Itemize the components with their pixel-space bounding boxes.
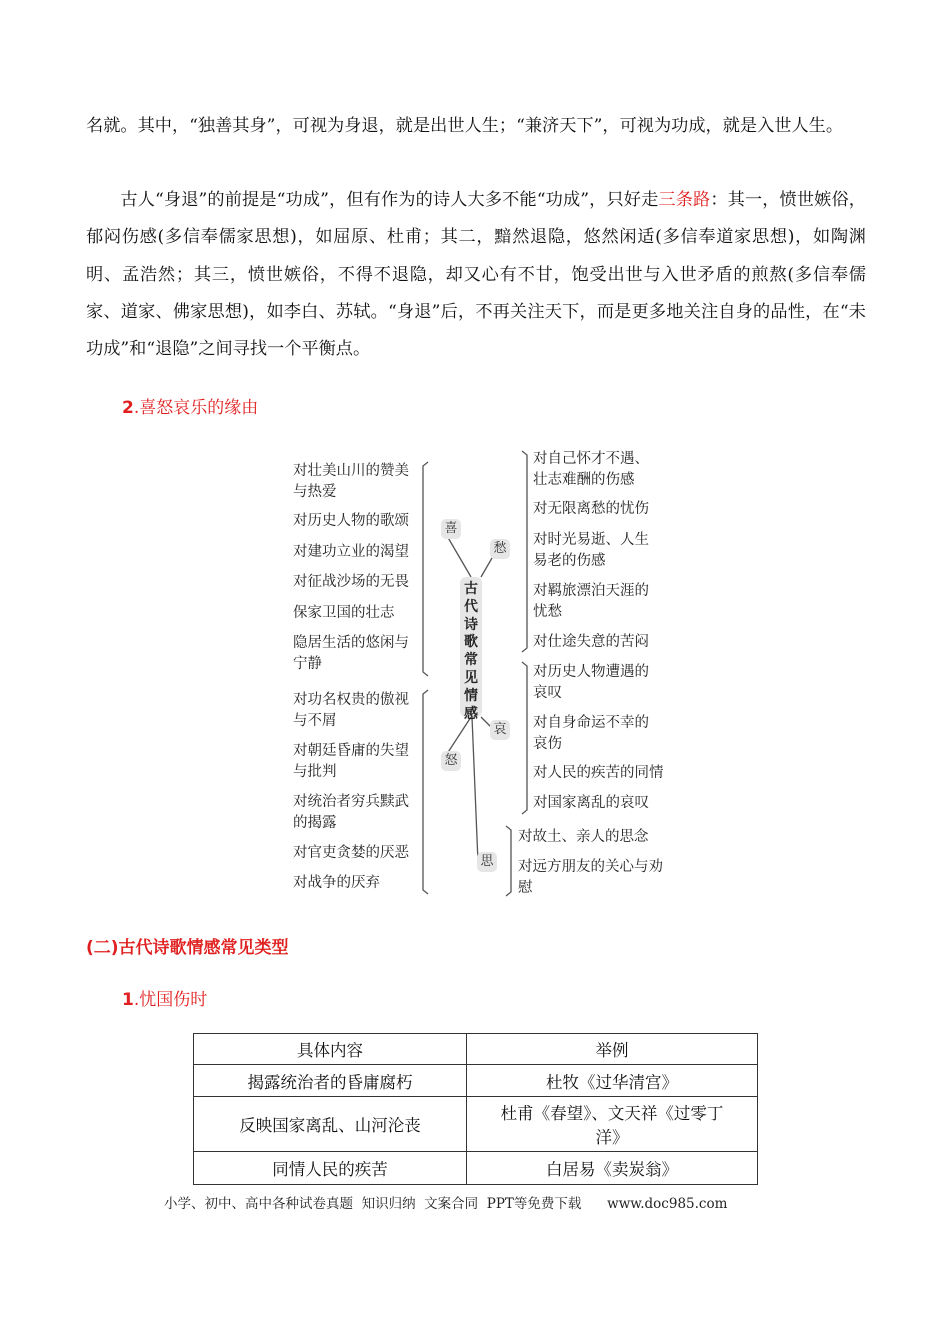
paragraph-1-text: 名就。其中，“独善其身”，可视为身退，就是出世人生；“兼济天下”，可视为功成，就是入世人生。 bbox=[86, 116, 844, 136]
table-row bbox=[194, 1065, 758, 1097]
nu-item-3: 对统治者穷兵黩武的揭露 bbox=[293, 794, 409, 831]
nu-item-5: 对战争的厌弃 bbox=[293, 875, 380, 891]
table-header-example: 举例 bbox=[467, 1034, 758, 1065]
table-cell: 杜甫《春望》、文天祥《过零丁洋》 bbox=[467, 1097, 758, 1152]
category-ai: 哀 bbox=[490, 720, 510, 740]
category-si: 思 bbox=[477, 852, 497, 872]
table-header-row bbox=[194, 1034, 758, 1065]
heading-1 bbox=[122, 985, 207, 1010]
si-item-2: 对远方朋友的关心与劝慰 bbox=[518, 859, 663, 896]
table-cell: 同情人民的疾苦 bbox=[194, 1152, 467, 1185]
chou-item-5: 对仕途失意的苦闷 bbox=[533, 634, 649, 650]
table-cell: 杜牧《过华清宫》 bbox=[467, 1065, 758, 1097]
xi-item-4: 对征战沙场的无畏 bbox=[293, 574, 409, 590]
chou-item-4: 对羁旅漂泊天涯的忧愁 bbox=[533, 583, 649, 620]
ai-item-3: 对人民的疾苦的同情 bbox=[533, 765, 664, 781]
link-chou bbox=[481, 558, 492, 577]
emotion-table bbox=[193, 1033, 758, 1185]
heading-1-number: 1 bbox=[122, 990, 134, 1010]
table-row bbox=[194, 1097, 758, 1152]
bracket-chou bbox=[522, 451, 527, 652]
bracket-nu bbox=[423, 690, 428, 894]
table-cell: 白居易《卖炭翁》 bbox=[467, 1152, 758, 1185]
link-si bbox=[472, 717, 478, 862]
paragraph-2-highlight: 三条路 bbox=[658, 190, 711, 210]
paragraph-2-before: 古人“身退”的前提是“功成”，但有作为的诗人大多不能“功成”，只好走 bbox=[120, 190, 659, 210]
table-cell: 揭露统治者的昏庸腐朽 bbox=[194, 1065, 467, 1097]
nu-item-2: 对朝廷昏庸的失望与批判 bbox=[293, 743, 409, 780]
xi-item-1: 对壮美山川的赞美与热爱 bbox=[293, 463, 409, 500]
table-header-content: 具体内容 bbox=[194, 1034, 467, 1065]
nu-item-1: 对功名权贵的傲视与不屑 bbox=[293, 692, 409, 729]
heading-2-text: .喜怒哀乐的缘由 bbox=[133, 398, 259, 418]
heading-2-number: 2 bbox=[122, 398, 134, 418]
xi-item-5: 保家卫国的壮志 bbox=[293, 605, 395, 621]
bracket-xi bbox=[423, 462, 428, 676]
heading-2 bbox=[122, 393, 258, 418]
category-xi: 喜 bbox=[441, 519, 461, 539]
ai-item-1: 对历史人物遭遇的哀叹 bbox=[533, 664, 649, 701]
chou-item-3: 对时光易逝、人生易老的伤感 bbox=[533, 532, 649, 569]
table-cell: 反映国家离乱、山河沦丧 bbox=[194, 1097, 467, 1152]
nu-item-4: 对官吏贪婪的厌恶 bbox=[293, 845, 409, 861]
xi-item-3: 对建功立业的渴望 bbox=[293, 544, 409, 560]
paragraph-2-after: ：其一，愤世嫉俗，郁闷伤感(多信奉儒家思想)，如屈原、杜甫；其二，黯然退隐，悠然闲适(多信奉道家思想)，如陶渊明、孟浩然；其三，愤世嫉俗，不得不退隐，却又心有不甘，饱受出世与入世矛盾的煎熬(多信奉儒家、道家、佛家思想)，如李白、苏轼。“身退”后，不再关注天下，而是更多地关注自身的品性，在“未功成”和“退隐”之间寻找一个平衡点。 bbox=[86, 190, 866, 360]
heading-1-text: .忧国伤时 bbox=[133, 990, 208, 1010]
xi-item-6: 隐居生活的悠闲与宁静 bbox=[293, 635, 409, 672]
ai-item-2: 对自身命运不幸的哀伤 bbox=[533, 715, 649, 752]
category-chou: 愁 bbox=[490, 539, 510, 559]
paragraph-2 bbox=[86, 182, 866, 368]
page-footer: 小学、初中、高中各种试卷真题 知识归纳 文案合同 PPT等免费下载 www.doc985.com bbox=[164, 1196, 728, 1212]
bracket-si bbox=[506, 826, 511, 896]
paragraph-1 bbox=[86, 108, 866, 145]
xi-item-2: 对历史人物的歌颂 bbox=[293, 513, 409, 529]
section-heading: (二)古代诗歌情感常见类型 bbox=[86, 938, 289, 958]
mind-map-center: 古代诗歌常见情感 bbox=[460, 577, 482, 717]
chou-item-2: 对无限离愁的忧伤 bbox=[533, 501, 649, 517]
ai-item-4: 对国家离乱的哀叹 bbox=[533, 795, 649, 811]
category-nu: 怒 bbox=[441, 751, 461, 771]
chou-item-1: 对自己怀才不遇、壮志难酬的伤感 bbox=[533, 451, 649, 488]
table-row bbox=[194, 1152, 758, 1185]
si-item-1: 对故土、亲人的思念 bbox=[518, 829, 649, 845]
bracket-ai bbox=[522, 662, 527, 814]
